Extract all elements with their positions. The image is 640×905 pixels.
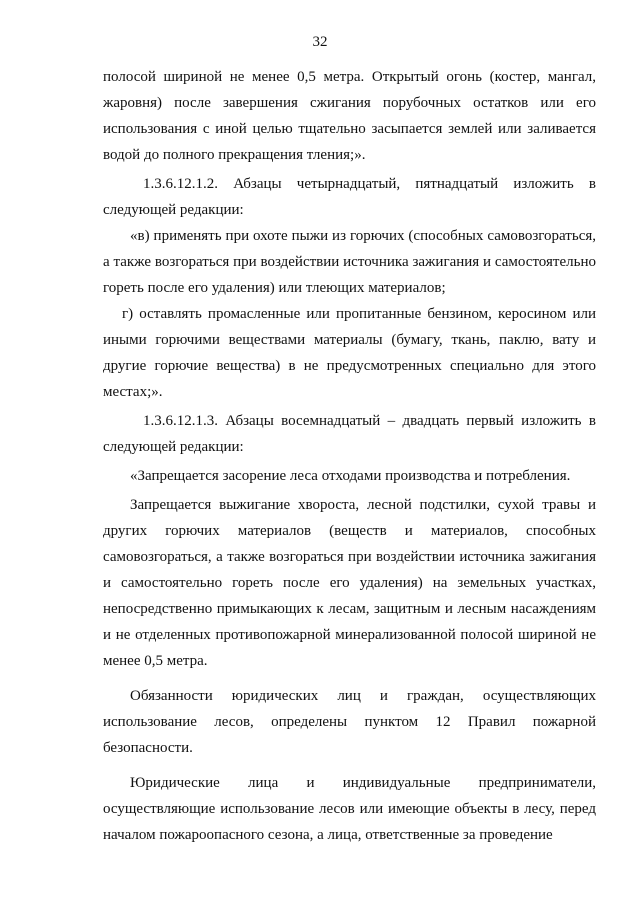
paragraph-littering-prohibition: «Запрещается засорение леса отходами производства и потребления.: [130, 468, 571, 484]
paragraph-amendment-1-3-6-12-1-2: 1.3.6.12.1.2. Абзацы четырнадцатый, пятнадцатый изложить в следующей редакции:: [103, 176, 596, 218]
paragraph-fire-extinguish: полосой шириной не менее 0,5 метра. Открытый огонь (костер, мангал, жаровня) после завершения сжигания порубочных остатков или его использования с иной целью тщательно засыпается землей или заливается водой до полного прекращения тления;».: [103, 69, 596, 163]
paragraph-item-g-oily-materials: г) оставлять промасленные или пропитанные бензином, керосином или иными горючими веществами материалы (бумагу, ткань, паклю, вату и другие горючие вещества) в не предусмотренных специально для этого местах;».: [103, 306, 596, 400]
paragraph-obligations: Обязанности юридических лиц и граждан, осуществляющих использование лесов, определены пунктом 12 Правил пожарной безопасности.: [103, 688, 596, 756]
paragraph-burning-prohibition: Запрещается выжигание хвороста, лесной подстилки, сухой травы и других горючих материалов (веществ и материалов, способных самовозгораться, а также возгораться при воздействии источника зажигания и самостоятельно гореть после его удаления) на земельных участках, непосредственно примыкающих к лесам, защитным и лесным насаждениям и не отделенных противопожарной минерализованной полосой шириной не менее 0,5 метра.: [103, 497, 596, 669]
page-number: 32: [312, 34, 328, 50]
paragraph-amendment-1-3-6-12-1-3: 1.3.6.12.1.3. Абзацы восемнадцатый – двадцать первый изложить в следующей редакции:: [103, 413, 596, 455]
paragraph-item-v-hunting-wads: «в) применять при охоте пыжи из горючих (способных самовозгораться, а также возгораться при воздействии источника зажигания и самостоятельно гореть после его удаления) или тлеющих материалов;: [103, 228, 596, 296]
paragraph-legal-entities: Юридические лица и индивидуальные предприниматели, осуществляющие использование лесов или имеющие объекты в лесу, перед началом пожароопасного сезона, а лица, ответственные за проведение: [103, 775, 596, 843]
body-text: [103, 64, 596, 848]
